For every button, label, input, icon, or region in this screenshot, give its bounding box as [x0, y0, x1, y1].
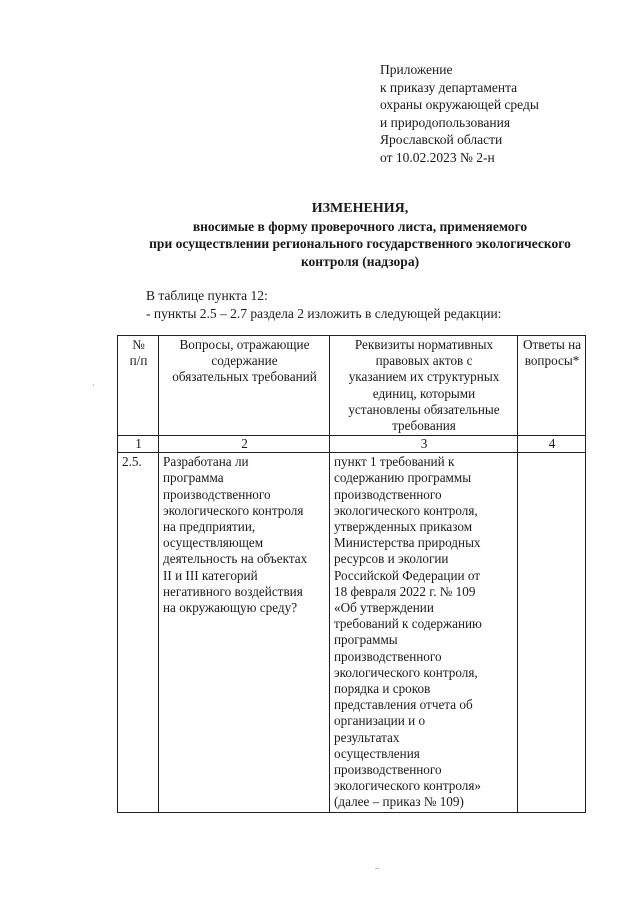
row-answer [518, 453, 586, 812]
index-cell: 3 [330, 436, 518, 453]
index-cell: 4 [518, 436, 586, 453]
row-number: 2.5. [118, 453, 159, 812]
header-answers: Ответы на вопросы* [518, 336, 586, 436]
intro-text [146, 287, 501, 322]
heading-line: контроля (надзора) [300, 253, 420, 269]
checklist-table [117, 335, 586, 813]
appendix-block [380, 61, 539, 167]
row-question: Разработана ли программа производственного экологического контроля на предприятии, осуществляющем деятельность на объектах II и III категорий негативного воздействия на окружающую среду? [159, 453, 330, 812]
header-requisites: Реквизиты нормативных правовых актов с указанием их структурных единиц, которыми установлены обязательные требования [330, 336, 518, 436]
appendix-line: от 10.02.2023 № 2-н [380, 149, 495, 165]
heading-line: вносимые в форму проверочного листа, применяемого [192, 218, 528, 234]
header-num: № п/п [118, 336, 159, 436]
document-title: ИЗМЕНЕНИЯ, [311, 201, 409, 216]
row-requisites: пункт 1 требований к содержанию программы производственного экологического контроля, утвержденных приказом Министерства природных ресурсов и экологии Российской Федерации от 18 февраля 2022 г. № 109 «Об утверждении требований к содержанию программы производственного экологического контроля, порядка и сроков представления отчета об организации и о результатах осуществления производственного экологического контроля» (далее – приказ № 109) [330, 453, 518, 812]
heading-line: при осуществлении регионального государственного экологического [149, 236, 571, 251]
appendix-line: и природопользования [380, 114, 511, 130]
header-question: Вопросы, отражающие содержание обязательных требований [159, 336, 330, 436]
table-header-row [118, 336, 586, 436]
scan-mark [93, 384, 94, 386]
index-cell: 2 [159, 436, 330, 453]
intro-line: В таблице пункта 12: [146, 288, 268, 303]
appendix-line: охраны окружающей среды [380, 97, 539, 113]
table-index-row [118, 436, 586, 453]
appendix-line: к приказу департамента [380, 79, 518, 95]
scan-mark [375, 868, 379, 869]
appendix-line: Ярославской области [380, 132, 503, 148]
intro-line: - пункты 2.5 – 2.7 раздела 2 изложить в следующей редакции: [146, 305, 502, 321]
appendix-line: Приложение [380, 62, 453, 77]
index-cell: 1 [118, 436, 159, 453]
table-row [118, 453, 586, 812]
document-heading [100, 200, 620, 270]
